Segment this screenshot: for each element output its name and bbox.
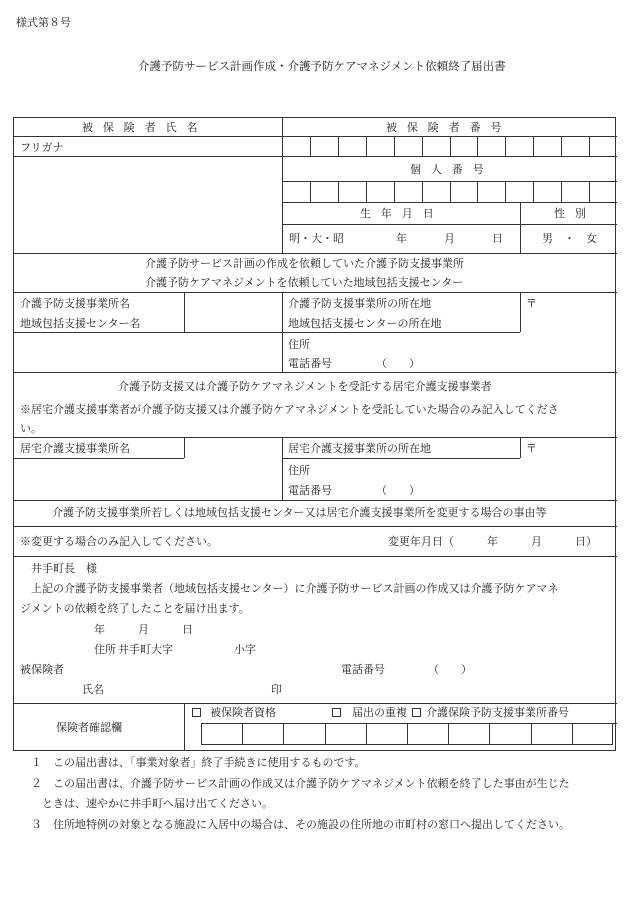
digit-box-divider xyxy=(477,136,478,156)
sex-header: 性別 xyxy=(554,207,596,220)
prevention-office-heading-1: 介護予防サービス計画の作成を依頼していた介護予防支援事業所 xyxy=(145,257,464,270)
prevention-office-name-label-1: 介護予防支援事業所名 xyxy=(20,297,130,310)
digit-box-divider xyxy=(338,181,339,202)
home-care-phone-label: 電話番号 xyxy=(288,484,332,497)
declaration-phone-parens: （ ） xyxy=(428,663,472,676)
note-2-cont: ときは、速やかに井手町へ届け出てください。 xyxy=(31,797,273,810)
home-care-phone-parens: （ ） xyxy=(376,484,420,497)
prevention-address-label: 住所 xyxy=(288,338,310,351)
seal-mark: 印 xyxy=(271,683,282,696)
declaration-body-1: 上記の介護予防支援事業者（地域包括支援センター）に介護予防サービス計画の作成又は介護予防ケアマネ xyxy=(31,582,559,595)
declaration-address-label: 住所 xyxy=(94,643,116,656)
era-options[interactable]: 明・大・昭 xyxy=(289,232,344,245)
digit-box-divider xyxy=(531,723,532,745)
declaration-phone-label: 電話番号 xyxy=(341,663,385,676)
form-table xyxy=(13,117,616,751)
note-3: ３ 住所地特例の対象となる施設に入居中の場合は、その施設の住所地の市町村の窓口へ提出してください。 xyxy=(31,818,570,831)
birth-month-unit: 月 xyxy=(444,232,455,245)
check1-box[interactable] xyxy=(192,708,201,717)
insured-number-header: 被保険者番号 xyxy=(386,121,512,134)
birthdate-header: 生年月日 xyxy=(360,207,444,220)
insured-label: 被保険者 xyxy=(20,663,64,676)
home-care-heading: 介護予防支援又は介護予防ケアマネジメントを受託する居宅介護支援事業者 xyxy=(118,380,492,393)
digit-box-divider xyxy=(477,181,478,202)
digit-box-divider xyxy=(422,181,423,202)
digit-box-divider xyxy=(533,136,534,156)
digit-box-divider xyxy=(572,723,573,745)
digit-box-divider xyxy=(242,723,243,745)
digit-box-divider xyxy=(366,181,367,202)
change-heading: 介護予防支援事業所若しくは地域包括支援センター又は居宅介護支援事業所を変更する場合の事由等 xyxy=(52,506,547,519)
prevention-office-location-label-2: 地域包括支援センターの所在地 xyxy=(288,317,442,330)
check2-box[interactable] xyxy=(332,708,341,717)
birth-day-unit: 日 xyxy=(492,232,503,245)
digit-box-divider xyxy=(422,136,423,156)
digit-box-divider xyxy=(505,181,506,202)
check3-box[interactable] xyxy=(412,708,421,717)
change-date[interactable]: 変更年月日（ 年 月 日） xyxy=(388,535,597,548)
declaration-name-label: 氏名 xyxy=(82,683,104,696)
home-care-location-label: 居宅介護支援事業所の所在地 xyxy=(288,442,431,455)
check1-label: 被保険者資格 xyxy=(210,706,276,719)
digit-box-divider xyxy=(394,181,395,202)
postal-mark: 〒 xyxy=(526,297,537,310)
digit-box-divider xyxy=(561,136,562,156)
home-care-name-label: 居宅介護支援事業所名 xyxy=(20,442,130,455)
digit-box-divider xyxy=(338,136,339,156)
digit-box-divider xyxy=(533,181,534,202)
digit-box-divider xyxy=(589,181,590,202)
check2-label: 届出の重複 xyxy=(352,706,407,719)
digit-box-divider xyxy=(561,181,562,202)
prevention-office-location-label-1: 介護予防支援事業所の所在地 xyxy=(288,297,431,310)
personal-number-header: 個人番号 xyxy=(410,163,494,176)
check3-label: 介護保険予防支援事業所番号 xyxy=(426,706,569,719)
declaration-date[interactable]: 年 月 日 xyxy=(94,623,193,636)
sex-options[interactable]: 男 ・ 女 xyxy=(542,232,597,245)
home-care-note-1: ※居宅介護支援事業者が介護予防支援又は介護予防ケアマネジメントを受託していた場合のみ記入してくださ xyxy=(20,403,559,416)
note-1: １ この届出書は、「事業対象者」終了手続きに使用するものです。 xyxy=(31,756,366,769)
digit-box-divider xyxy=(325,723,326,745)
declaration-body-2: ジメントの依頼を終了したことを届け出ます。 xyxy=(20,602,250,615)
confirmation-label: 保険者確認欄 xyxy=(56,721,122,734)
prevention-phone-label: 電話番号 xyxy=(288,357,332,370)
change-note: ※変更する場合のみ記入してください。 xyxy=(20,535,218,548)
prevention-office-heading-2: 介護予防ケアマネジメントを依頼していた地域包括支援センター xyxy=(145,276,464,289)
form-title: 介護予防サービス計画作成・介護予防ケアマネジメント依頼終了届出書 xyxy=(138,59,506,73)
digit-box-divider xyxy=(489,723,490,745)
home-care-note-2: い。 xyxy=(20,422,42,435)
digit-box-divider xyxy=(310,136,311,156)
home-care-address-label: 住所 xyxy=(288,464,310,477)
note-2: ２ この届出書は、介護予防サービス計画の作成又は介護予防ケアマネジメント依頼を終了した事由が生じた xyxy=(31,777,570,790)
prevention-phone-parens: （ ） xyxy=(376,357,420,370)
declaration-address-value: 井手町大字 xyxy=(118,643,173,656)
digit-box-divider xyxy=(366,136,367,156)
digit-box-divider xyxy=(310,181,311,202)
insured-name-header: 被保険者氏名 xyxy=(82,121,208,134)
form-number: 様式第８号 xyxy=(16,16,71,29)
home-care-postal-mark: 〒 xyxy=(526,442,537,455)
digit-box-divider xyxy=(448,723,449,745)
prevention-office-name-label-2: 地域包括支援センター名 xyxy=(20,317,141,330)
digit-box-divider xyxy=(407,723,408,745)
digit-box-divider xyxy=(450,136,451,156)
addressee: 井手町長 様 xyxy=(31,562,97,575)
furigana-label: フリガナ xyxy=(20,141,64,154)
digit-box-divider xyxy=(450,181,451,202)
declaration-koaza: 小字 xyxy=(234,643,256,656)
digit-box-divider xyxy=(366,723,367,745)
digit-box-divider xyxy=(589,136,590,156)
digit-box-divider xyxy=(505,136,506,156)
birth-year-unit: 年 xyxy=(396,232,407,245)
digit-box-divider xyxy=(394,136,395,156)
digit-box-divider xyxy=(283,723,284,745)
